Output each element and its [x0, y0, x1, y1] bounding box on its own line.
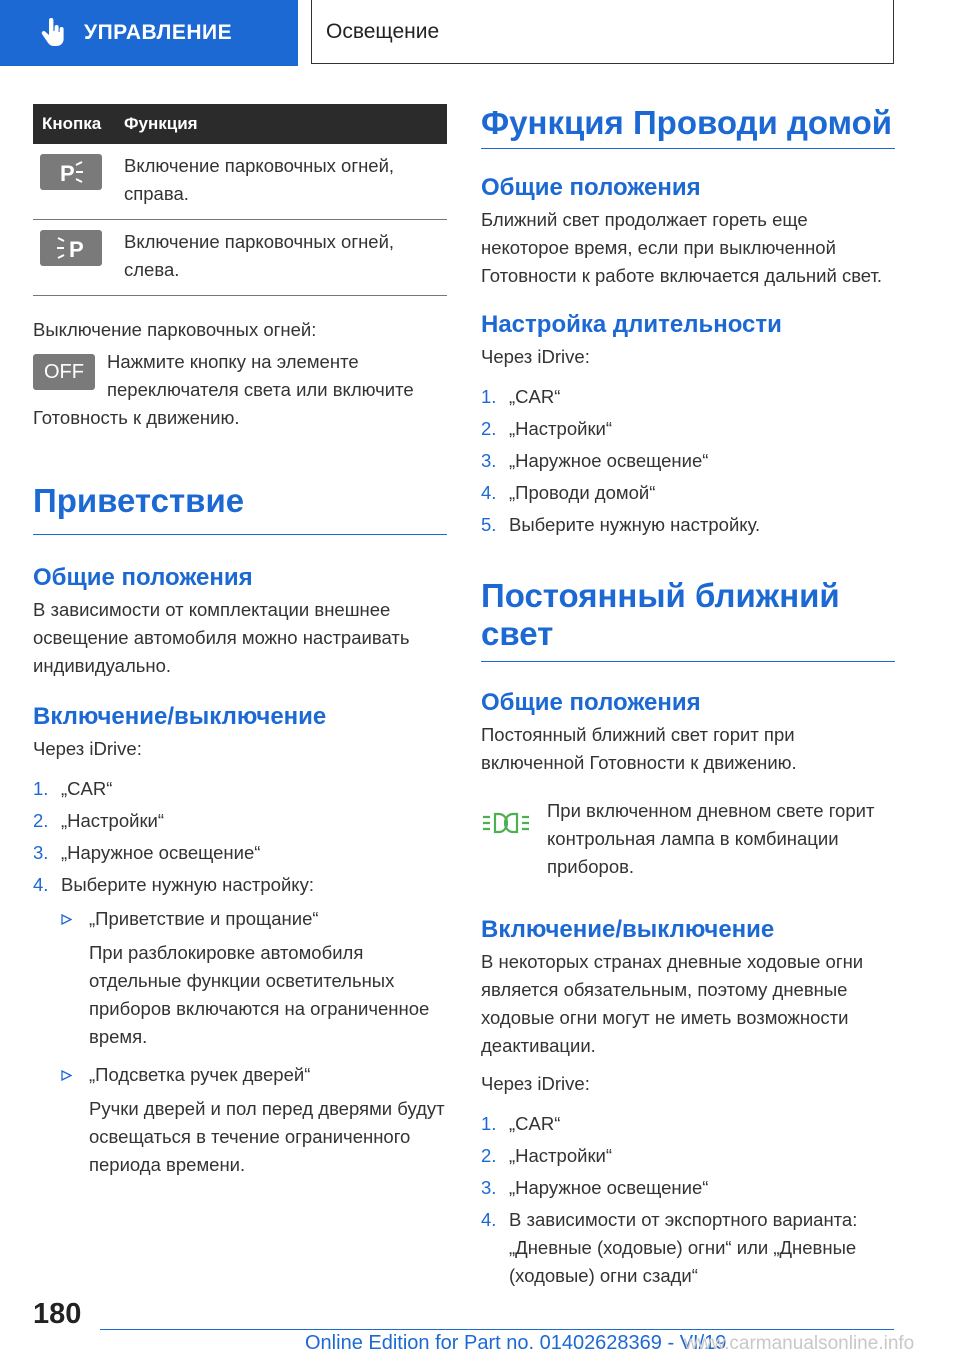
welcome-general-text: В зависимости от комплектации внешнее освещение автомобиля можно настраивать индивидуально. [33, 599, 410, 676]
table-row [33, 220, 447, 296]
off-intro: Выключение парковочных огней: [33, 319, 317, 340]
list-item: 2. „Настройки“ [481, 1145, 613, 1166]
drl-onoff-text: В некоторых странах дневные ходовые огни является обязательным, поэтому дневные ходовые огни могут не иметь возможности деактивации. [481, 951, 864, 1056]
section-title: УПРАВЛЕНИЕ [84, 21, 233, 44]
footer-divider [100, 1329, 894, 1330]
off-button-icon: OFF [33, 354, 95, 390]
home-via: Через iDrive: [481, 346, 590, 367]
drl-section [481, 577, 895, 662]
list-item: 4. В зависимости от экспортного варианта: „Дневные (ходовые) огни“ или „Дневные (ходовые) огни сзади“ [481, 1209, 858, 1286]
list-item: 4. Выберите нужную настройку: [33, 874, 314, 895]
home-general-title: Общие положения [481, 174, 701, 201]
home-section [481, 104, 895, 149]
list-item: 3. „Наружное освещение“ [33, 842, 261, 863]
off-instruction [33, 348, 447, 432]
drl-general-title: Общие положения [481, 689, 701, 716]
list-item: 1. „CAR“ [33, 778, 113, 799]
drl-title: Постоянный ближний свет [481, 577, 840, 652]
table-header-function: Функция [124, 104, 447, 144]
home-duration-title: Настройка длительности [481, 311, 782, 338]
table-cell-function: Включение парковочных огней, справа. [124, 144, 447, 220]
drl-indicator [481, 797, 895, 881]
table-cell-function: Включение парковочных огней, слева. [124, 220, 447, 296]
option-desc: Ручки дверей и пол перед дверями будут освещаться в течение ограниченного периода времени. [89, 1098, 445, 1175]
daytime-running-light-icon [481, 811, 531, 835]
list-item: 2. „Настройки“ [481, 418, 613, 439]
welcome-title: Приветствие [33, 482, 245, 519]
parking-light-right-icon [40, 154, 102, 190]
svg-text:P: P [69, 237, 84, 262]
home-steps [481, 383, 895, 539]
home-title: Функция Проводи домой [481, 104, 893, 141]
off-text: Нажмите кнопку на элементе переключателя света или включите Готовность к движению. [33, 351, 414, 428]
drl-steps [481, 1110, 895, 1290]
option-desc: При разблокировке автомобиля отдельные функции осветительных приборов включаются на ограниченное время. [89, 942, 430, 1047]
list-item: 1. „CAR“ [481, 386, 561, 407]
table-header-key: Кнопка [33, 104, 124, 144]
home-general-text: Ближний свет продолжает гореть еще некоторое время, если при выключенной Готовности к работе включается дальний свет. [481, 209, 883, 286]
list-item: 3. „Наружное освещение“ [481, 1177, 709, 1198]
list-item: 5. Выберите нужную настройку. [481, 514, 761, 535]
list-item: 4. „Проводи домой“ [481, 482, 656, 503]
option-item: „Подсветка ручек дверей“ [33, 1061, 447, 1089]
welcome-section [33, 482, 447, 535]
page-number: 180 [33, 1298, 82, 1330]
footer-edition: Online Edition for Part no. 01402628369 - VI/19 [305, 1332, 727, 1354]
button-function-table [33, 104, 447, 296]
drl-onoff-title: Включение/выключение [481, 916, 775, 943]
page-header [0, 0, 960, 66]
drl-via: Через iDrive: [481, 1073, 590, 1094]
list-item: 2. „Настройки“ [33, 810, 165, 831]
chapter-title: Освещение [311, 0, 894, 64]
welcome-via: Через iDrive: [33, 738, 142, 759]
drl-general-text: Постоянный ближний свет горит при включенной Готовности к движению. [481, 724, 797, 773]
svg-text:P: P [60, 161, 75, 186]
option-item: „Приветствие и прощание“ [33, 905, 447, 933]
triangle-bullet-icon [61, 1070, 72, 1081]
left-column [33, 104, 447, 1179]
triangle-bullet-icon [61, 914, 72, 925]
welcome-steps [33, 775, 447, 899]
section-tab [0, 0, 298, 66]
watermark: www.carmanualsonline.info [684, 1333, 915, 1354]
parking-light-left-icon [40, 230, 102, 266]
hand-pointer-icon [40, 18, 66, 48]
right-column [481, 104, 895, 1294]
drl-icon-text: При включенном дневном свете горит контрольная лампа в комбинации приборов. [547, 800, 875, 877]
welcome-onoff-title: Включение/выключение [33, 703, 327, 730]
table-row [33, 144, 447, 220]
list-item: 3. „Наружное освещение“ [481, 450, 709, 471]
list-item: 1. „CAR“ [481, 1113, 561, 1134]
welcome-general-title: Общие положения [33, 564, 253, 591]
